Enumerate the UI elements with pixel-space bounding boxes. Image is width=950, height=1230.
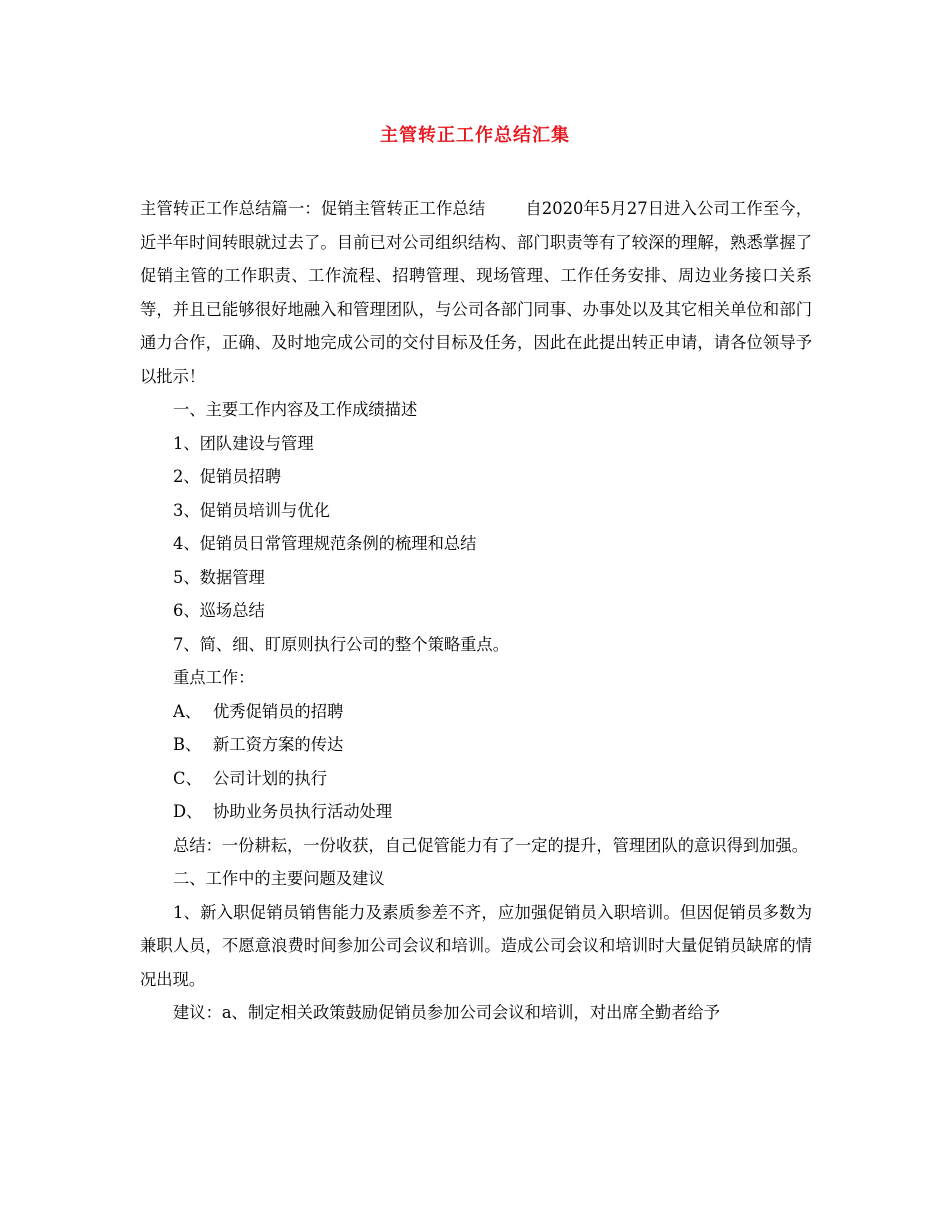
opening-paragraph	[140, 192, 812, 393]
key-item	[140, 762, 812, 796]
numbered-item: 6、巡场总结	[173, 601, 265, 620]
key-item-letter: B、	[173, 735, 202, 754]
section-heading-2: 二、工作中的主要问题及建议	[173, 869, 385, 888]
numbered-item: 4、促销员日常管理规范条例的梳理和总结	[173, 534, 477, 553]
section-heading-1: 一、主要工作内容及工作成绩描述	[173, 400, 418, 419]
key-item-letter: D、	[173, 802, 203, 821]
opening-text: 自2020年5月27日进入公司工作至今，近半年时间转眼就过去了。目前已对公司组织结构、部门职责等有了较深的理解，熟悉掌握了促销主管的工作职责、工作流程、招聘管理、现场管理、工作任务安排、周边业务接口关系等，并且已能够很好地融入和管理团队，与公司各部门同事、办事处以及其它相关单位和部门通力合作，正确、及时地完成公司的交付目标及任务，因此在此提出转正申请，请各位领导予以批示！	[140, 199, 812, 386]
numbered-item: 5、数据管理	[173, 567, 265, 587]
key-item-text: 公司计划的执行	[213, 768, 327, 788]
document-body	[140, 192, 812, 1030]
key-item	[140, 695, 812, 729]
key-item-text: 新工资方案的传达	[213, 735, 344, 754]
problem-paragraph: 1、新入职促销员销售能力及素质参差不齐，应加强促销员入职培训。但因促销员多数为兼职人员，不愿意浪费时间参加公司会议和培训。造成公司会议和培训时大量促销员缺席的情况出现。	[140, 902, 812, 989]
opening-heading: 主管转正工作总结篇一：促销主管转正工作总结	[140, 199, 486, 218]
key-item-text: 协助业务员执行活动处理	[213, 802, 393, 821]
key-item-letter: C、	[173, 768, 202, 788]
key-item-letter: A、	[173, 701, 202, 721]
key-work-label: 重点工作：	[173, 668, 255, 687]
summary-paragraph: 总结：一份耕耘，一份收获，自己促管能力有了一定的提升，管理团队的意识得到加强。	[173, 835, 808, 855]
numbered-item: 7、简、细、盯原则执行公司的整个策略重点。	[173, 634, 509, 654]
key-item	[140, 795, 812, 829]
numbered-item: 3、促销员培训与优化	[173, 500, 330, 520]
key-item	[140, 728, 812, 762]
numbered-item: 1、团队建设与管理	[173, 433, 314, 453]
suggestion-paragraph: 建议：a、制定相关政策鼓励促销员参加公司会议和培训，对出席全勤者给予	[173, 1003, 720, 1022]
key-item-text: 优秀促销员的招聘	[213, 701, 344, 721]
document-title: 主管转正工作总结汇集	[380, 125, 570, 146]
numbered-item: 2、促销员招聘	[173, 467, 282, 486]
